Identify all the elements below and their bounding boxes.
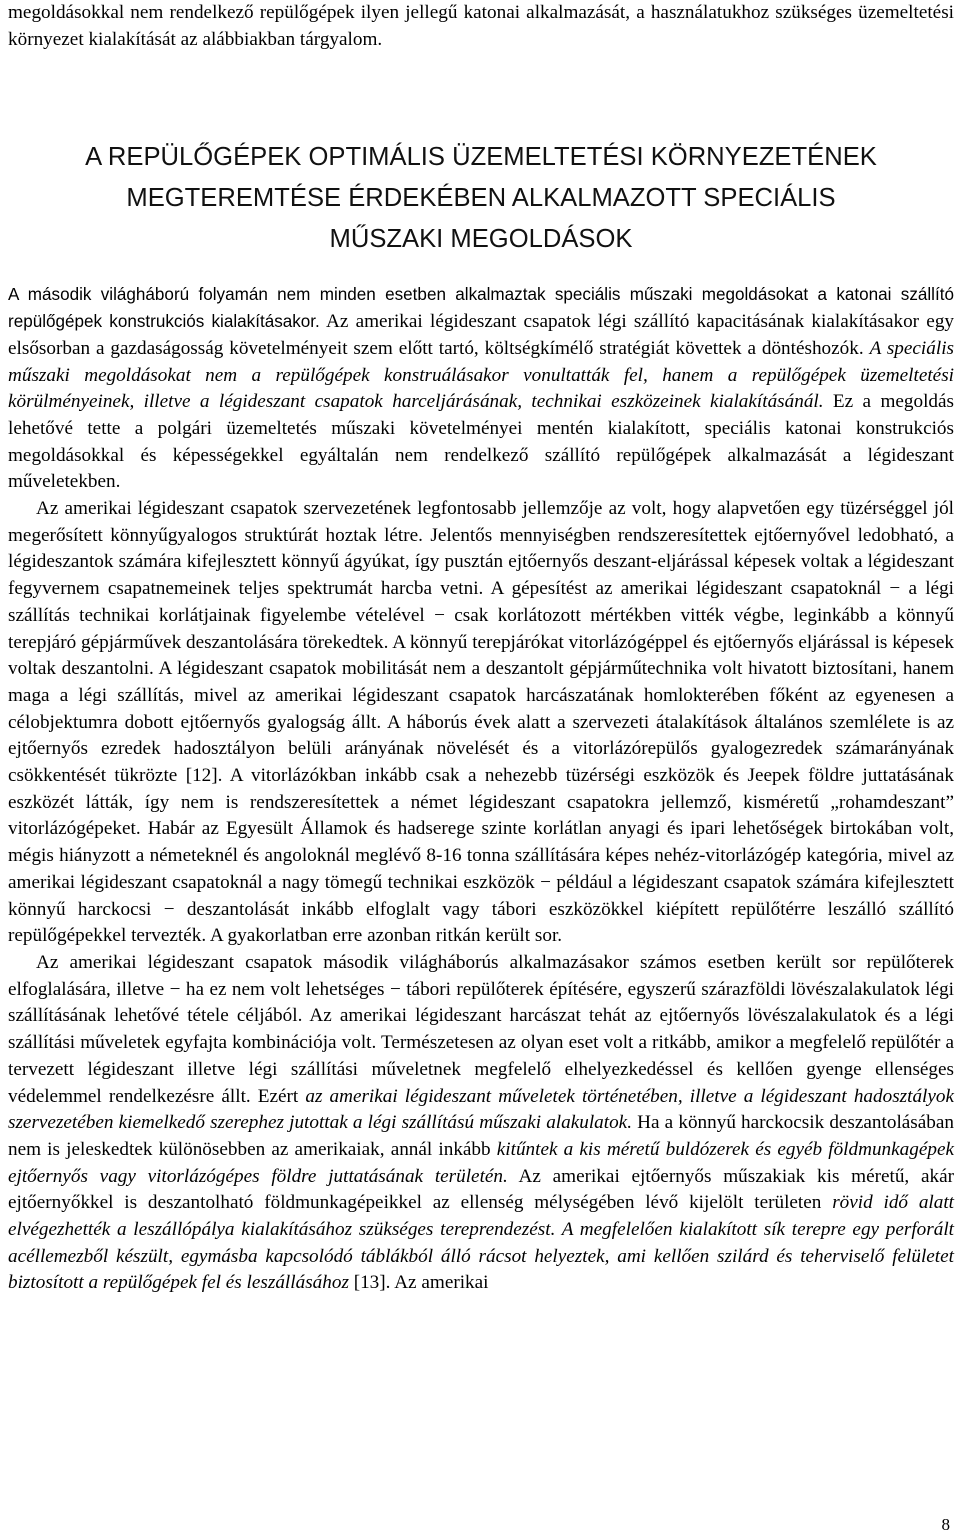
- paragraph-3-text-b: Ha a könnyű harckocsik deszantolásában nem is jeleskedtek különösebben az amerikaiak, annál inkább: [8, 1112, 954, 1160]
- body-paragraph-3: [8, 950, 954, 1297]
- paragraph-3-text-a: Az amerikai légideszant csapatok második világháborús alkalmazásakor számos esetben került sor repülőterek elfoglalására, illetve − ha ez nem volt lehetséges − tábori repülőterek építésére, egyszerű szárazföldi lövészalakulatok légi szállításának lehetővé tétele céljából. Az amerikai légideszant harcászat tehát az ejtőernyős lövészalakulatok és a légi szállítási műveletek egyfajta kombinációja volt. Természetesen az olyan eset volt a ritkább, amikor a megfelelő repülőtér a tervezett légideszant illetve légi szállítási műveletnek megfelelő elhelyezkedéssel és kellően gyenge ellenséges védelemmel rendelkezésre állt. Ezért: [8, 951, 954, 1107]
- paragraph-3-text-c: Az amerikai ejtőernyős műszakiak kis méretű, akár ejtőernyőkkel is deszantolható földmunkagépeikkel az ellenség mélységében lévő kijelölt területen: [8, 1165, 955, 1214]
- document-page: [8, 0, 954, 1297]
- paragraph-3-italic-c: rövid idő alatt elvégezhették a leszállópálya kialakításához szükséges tereprendezést. A megfelelően kialakított sík terepre egy perforált acéllemezből készült, egymásba kapcsolódó táblákból álló rácsot helyeztek, ami kellően szilárd és teherviselő felületet biztosított a repülőgépek fel és leszállásához: [8, 1192, 955, 1294]
- heading-line-1: A REPÜLŐGÉPEK OPTIMÁLIS ÜZEMELTETÉSI KÖRNYEZETÉNEK: [85, 143, 877, 172]
- paragraph-1-text-b: Ez a megoldás lehetővé tette a polgári üzemeltetés műszaki követelményei mentén kialakított, speciális katonai konstrukciós megoldásokkal és képességekkel egyáltalán nem rendelkező szállító repülőgépek alkalmazását a légideszant műveletekben.: [8, 391, 954, 493]
- paragraph-3-text-d: [13]. Az amerikai: [348, 1272, 489, 1294]
- heading-line-3: MŰSZAKI MEGOLDÁSOK: [329, 225, 633, 254]
- paragraph-1-italic: A speciális műszaki megoldásokat nem a repülőgépek konstruálásakor vonultatták fel, hanem a repülőgépek üzemeltetési körülményeinek, illetve a légideszant csapatok harceljárásának, technikai eszközeinek kialakításánál.: [8, 337, 954, 413]
- paragraph-1-text-a: Az amerikai légideszant csapatok légi szállító kapacitásának kialakításakor egy elsősorban a gazdaságosság követelményeit szem előtt tartó, költségkímélő stratégiát követtek a döntéshozók.: [8, 311, 955, 359]
- lead-sentence: A második világháború folyamán nem minden esetben alkalmaztak speciális műszaki megoldásokat a katonai szállító repülőgépek konstrukciós kialakításakor.: [8, 285, 954, 332]
- paragraph-3-italic-a: az amerikai légideszant műveletek történetében, illetve a légideszant hadosztályok szervezetében kiemelkedő szerephez jutottak a légi szállítású műszaki alakulatok.: [8, 1085, 955, 1134]
- heading-line-2: MEGTEREMTÉSE ÉRDEKÉBEN ALKALMAZOTT SPECIÁLIS: [126, 184, 836, 213]
- section-paragraph-1: [8, 282, 954, 496]
- intro-paragraph: megoldásokkal nem rendelkező repülőgépek ilyen jellegű katonai alkalmazását, a használatukhoz szükséges üzemeltetési környezet kialakítását az alábbiakban tárgyalom.: [8, 2, 954, 50]
- page-number: 8: [941, 1515, 950, 1534]
- body-paragraph-2: Az amerikai légideszant csapatok szervezetének legfontosabb jellemzője az volt, hogy alapvetően egy tüzérséggel jól megerősített könnyűgyalogos struktúrát hoztak létre. Jelentős mennyiségben rendszeresítettek ejtőernyővel ledobható, a légideszantok számára kifejlesztett könnyű ágyúkat, így pusztán ejtőernyős deszant-eljárással képesek voltak a légideszant fegyvernem csapatnemeinek teljes spektrumát harcba vetni. A gépesítést az amerikai légideszant csapatoknál − a légi szállítás technikai korlátjainak figyelembe vételével − csak korlátozott mértékben vitték végbe, leginkább a könnyű terepjáró gépjárművek deszantolására törekedtek. A könnyű terepjárókat vitorlázógéppel és ejtőernyős eljárással is képesek voltak deszantolni. A légideszant csapatok mobilitását nem a deszantolt gépjárműtechnika volt hivatott biztosítani, hanem maga a légi szállítás, mivel az amerikai légideszant csapatok harcászatának homlokterében főként az egyenesen a célobjektumra dobott ejtőernyős gyalogság állt. A háborús évek alatt a szervezeti átalakítások általános szemlélete is az ejtőernyős ezredek hadosztályon belüli arányának növelését és a vitorlázórepülős gyalogezredek számarányának csökkentését tükrözte [12]. A vitorlázókban inkább csak a nehezebb tüzérségi eszközök és Jeepek földre juttatásának eszközét látták, így nem is rendszeresítettek a német légideszant csapatokra jellemző, kisméretű „rohamdeszant” vitorlázógépeket. Habár az Egyesült Államok és hadserege szinte korlátlan anyagi és ipari lehetőségek birtokában volt, mégis hiányzott a németeknél és angoloknál meglévő 8-16 tonna szállítására képes nehéz-vitorlázógép kategória, mivel az amerikai légideszant csapatoknál a nagy tömegű technikai eszközök − például a légideszant csapatok számára kifejlesztett könnyű harckocsi − deszantolását inkább elfoglalt vagy tábori eszközökkel kiépített repülőtérre leszálló szállító repülőgépekkel tervezték. A gyakorlatban erre azonban ritkán került sor.: [8, 498, 954, 947]
- paragraph-3-italic-b: kitűntek a kis méretű buldózerek és egyéb földmunkagépek ejtőernyős vagy vitorlázógépes földre juttatásának területén.: [8, 1138, 954, 1187]
- section-heading: [8, 137, 954, 260]
